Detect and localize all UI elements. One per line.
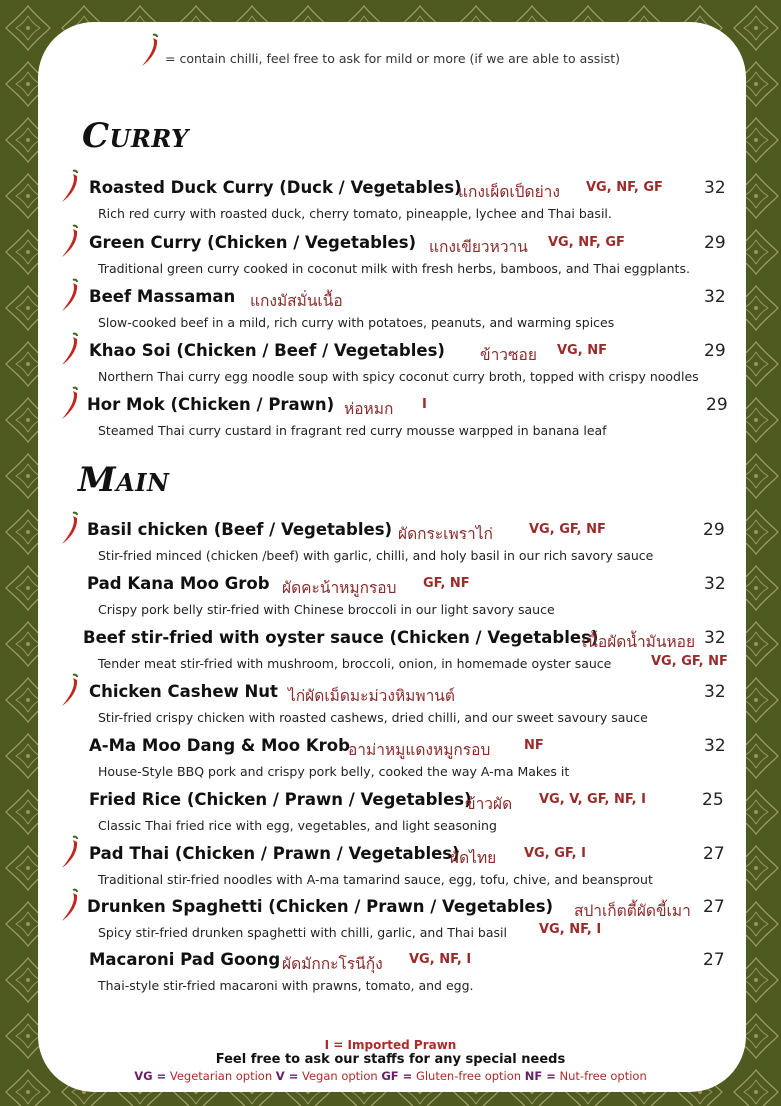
item-price: 29: [704, 233, 726, 253]
item-name: Khao Soi (Chicken / Beef / Vegetables): [89, 341, 445, 360]
item-price: 27: [703, 844, 725, 864]
item-diet-tags: VG, NF, I: [409, 952, 472, 967]
item-description: Classic Thai fried rice with egg, vegetables, and light seasoning: [98, 818, 497, 833]
item-name: Beef Massaman: [89, 287, 236, 306]
item-description: Stir-fried crispy chicken with roasted cashews, dried chilli, and our sweet savoury sauce: [98, 710, 648, 725]
item-diet-tags: NF: [524, 738, 544, 753]
item-name: Hor Mok (Chicken / Prawn): [87, 395, 335, 414]
item-description: House-Style BBQ pork and crispy pork belly, cooked the way A-ma Makes it: [98, 764, 570, 779]
item-price: 32: [704, 287, 726, 307]
section-title-main: Main: [78, 460, 170, 500]
chilli-icon: [58, 223, 82, 261]
item-description: Stir-fried minced (chicken /beef) with garlic, chilli, and holy basil in our rich savory sauce: [98, 548, 654, 563]
item-diet-tags: GF, NF: [423, 576, 470, 591]
item-description: Northern Thai curry egg noodle soup with spicy coconut curry broth, topped with crispy noodles: [98, 369, 699, 384]
chilli-icon: [58, 168, 82, 206]
item-diet-tags: I: [422, 397, 427, 412]
item-price: 27: [703, 950, 725, 970]
legend-label: Vegan option: [298, 1069, 382, 1083]
legend-label: Gluten-free option: [412, 1069, 525, 1083]
item-description: Traditional green curry cooked in coconut milk with fresh herbs, bamboos, and Thai eggplants.: [98, 261, 690, 276]
item-thai-name: ข้าวซอย: [480, 346, 537, 364]
item-diet-tags: VG, V, GF, NF, I: [539, 792, 646, 807]
chilli-icon: [58, 277, 82, 315]
item-thai-name: สปาเก็ตตี้ผัดขี้เมา: [574, 902, 691, 920]
item-description: Crispy pork belly stir-fried with Chinese broccoli in our light savory sauce: [98, 602, 555, 617]
item-thai-name: ข้าวผัด: [465, 795, 513, 813]
chilli-icon: [58, 510, 82, 548]
item-description: Steamed Thai curry custard in fragrant red curry mousse warpped in banana leaf: [98, 423, 607, 438]
item-name: Drunken Spaghetti (Chicken / Prawn / Vegetables): [87, 897, 554, 916]
item-name: Fried Rice (Chicken / Prawn / Vegetables): [89, 790, 472, 809]
diet-legend: [0, 1069, 781, 1083]
item-name: Roasted Duck Curry (Duck / Vegetables): [89, 178, 462, 197]
item-diet-tags: VG, NF, I: [539, 922, 602, 937]
item-description: Rich red curry with roasted duck, cherry tomato, pineapple, lychee and Thai basil.: [98, 206, 612, 221]
chilli-icon: [58, 834, 82, 872]
item-description: Thai-style stir-fried macaroni with prawns, tomato, and egg.: [98, 978, 474, 993]
item-price: 32: [704, 736, 726, 756]
legend-label: Vegetarian option: [166, 1069, 276, 1083]
legend-code: VG =: [134, 1069, 167, 1083]
legend-code: V =: [275, 1069, 299, 1083]
item-thai-name: ไก่ผัดเม็ดมะม่วงหิมพานต์: [288, 687, 455, 705]
item-diet-tags: VG, GF, I: [524, 846, 586, 861]
legend-label: Nut-free option: [555, 1069, 647, 1083]
item-diet-tags: VG, NF: [557, 343, 607, 358]
item-thai-name: ผัดกระเพราไก่: [398, 525, 493, 543]
legend-code: GF =: [381, 1069, 413, 1083]
item-price: 25: [702, 790, 724, 810]
item-name: Green Curry (Chicken / Vegetables): [89, 233, 417, 252]
item-price: 32: [704, 682, 726, 702]
item-diet-tags: VG, GF, NF: [529, 522, 606, 537]
item-price: 32: [704, 628, 726, 648]
item-name: Pad Thai (Chicken / Prawn / Vegetables): [89, 844, 460, 863]
item-diet-tags: VG, NF, GF: [586, 180, 663, 195]
item-description: Spicy stir-fried drunken spaghetti with chilli, garlic, and Thai basil: [98, 925, 507, 940]
item-name: A-Ma Moo Dang & Moo Krob: [89, 736, 350, 755]
item-price: 27: [703, 897, 725, 917]
item-price: 29: [706, 395, 728, 415]
chilli-icon: [138, 32, 162, 70]
imported-prawn-note: I = Imported Prawn: [324, 1038, 457, 1052]
item-thai-name: แกงเผ็ดเป็ดย่าง: [458, 183, 560, 201]
item-thai-name: เนื้อผัดน้ำมันหอย: [582, 633, 696, 651]
item-description: Slow-cooked beef in a mild, rich curry with potatoes, peanuts, and warming spices: [98, 315, 615, 330]
item-price: 29: [704, 341, 726, 361]
chilli-icon: [58, 672, 82, 710]
item-thai-name: ผัดคะน้าหมูกรอบ: [282, 579, 397, 597]
item-name: Chicken Cashew Nut: [89, 682, 278, 701]
chilli-icon: [58, 385, 82, 423]
item-thai-name: ผัดมักกะโรนีกุ้ง: [282, 955, 383, 973]
item-price: 32: [704, 178, 726, 198]
chilli-icon: [58, 331, 82, 369]
legend-code: NF =: [524, 1069, 556, 1083]
item-price: 32: [704, 574, 726, 594]
item-thai-name: ผัดไทย: [450, 849, 497, 867]
special-needs-note: Feel free to ask our staffs for any special needs: [215, 1052, 566, 1067]
chilli-icon: [58, 887, 82, 925]
item-description: Tender meat stir-fried with mushroom, broccoli, onion, in homemade oyster sauce: [98, 656, 612, 671]
item-description: Traditional stir-fried noodles with A-ma tamarind sauce, egg, tofu, chive, and beansprout: [98, 872, 653, 887]
item-name: Basil chicken (Beef / Vegetables): [87, 520, 393, 539]
item-diet-tags: VG, GF, NF: [651, 654, 728, 669]
item-name: Beef stir-fried with oyster sauce (Chicken / Vegetables): [83, 628, 599, 647]
item-thai-name: แกงมัสมั่นเนื้อ: [250, 292, 343, 310]
chilli-legend-note: = contain chilli, feel free to ask for mild or more (if we are able to assist): [165, 51, 621, 66]
item-diet-tags: VG, NF, GF: [548, 235, 625, 250]
item-price: 29: [703, 520, 725, 540]
item-thai-name: ห่อหมก: [344, 400, 394, 418]
item-thai-name: อาม่าหมูแดงหมูกรอบ: [348, 741, 491, 759]
item-thai-name: แกงเขียวหวาน: [429, 238, 528, 256]
item-name: Pad Kana Moo Grob: [87, 574, 270, 593]
item-name: Macaroni Pad Goong: [89, 950, 281, 969]
section-title-curry: Curry: [82, 116, 189, 156]
